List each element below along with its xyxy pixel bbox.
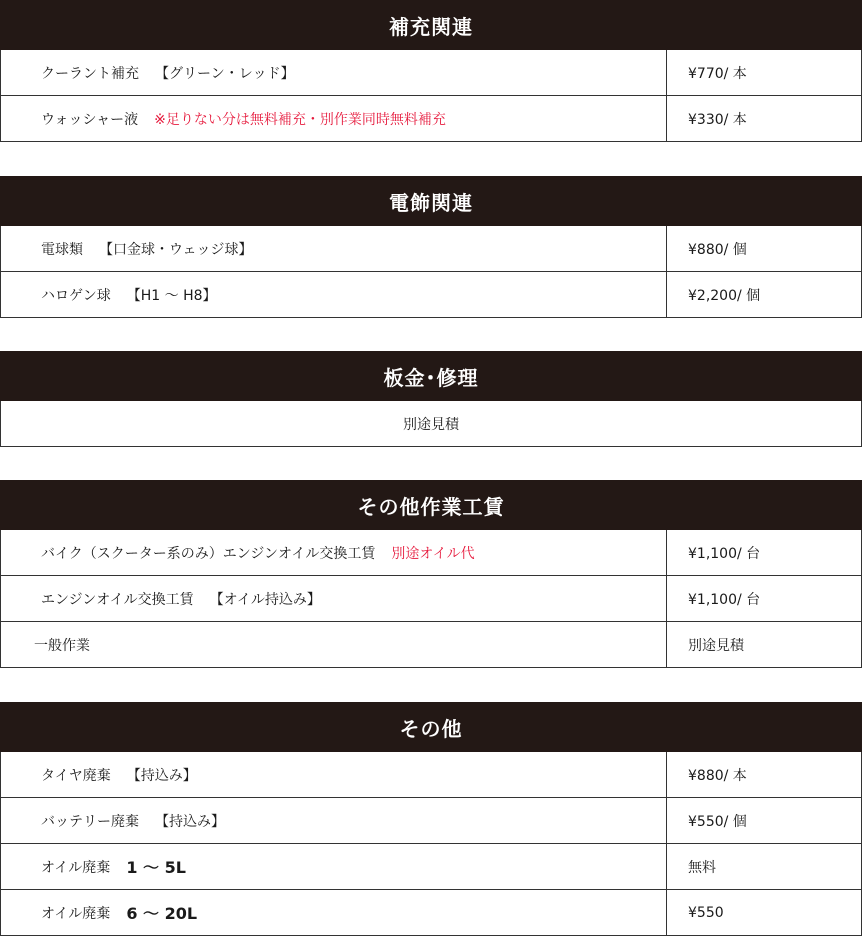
section-title: その他 (0, 702, 862, 752)
item-detail: 【H1 ～ H8】 (126, 287, 217, 304)
table-row (0, 96, 862, 142)
item-price: ¥550/ 個 (688, 813, 747, 830)
item-price: ¥880/ 本 (688, 767, 747, 784)
section-title: その他作業工賃 (0, 480, 862, 530)
table-row (0, 622, 862, 668)
item-price: ¥770/ 本 (688, 65, 747, 82)
item-name: バイク（スクーター系のみ）エンジンオイル交換工賃 (41, 545, 376, 562)
table-row (0, 844, 862, 890)
item-name: エンジンオイル交換工賃 (41, 591, 194, 608)
item-price: ¥550 (688, 904, 724, 921)
table-row (0, 50, 862, 96)
item-price: ¥2,200/ 個 (688, 287, 761, 304)
item-name: オイル廃棄 (41, 859, 111, 876)
item-detail: 【持込み】 (126, 767, 197, 784)
table-row (0, 226, 862, 272)
item-name: ウォッシャー液 (41, 111, 139, 128)
table-row (0, 890, 862, 936)
item-name-cell (1, 890, 667, 935)
item-quantity: 6 ～ 20L (126, 904, 198, 923)
item-name-cell (1, 622, 667, 667)
item-price: ¥880/ 個 (688, 241, 747, 258)
item-note: 別途オイル代 (391, 545, 475, 562)
section-title: 補充関連 (0, 0, 862, 50)
item-name: タイヤ廃棄 (41, 767, 111, 784)
item-name-cell (1, 96, 667, 141)
item-name: 電球類 (41, 241, 83, 258)
section-other (0, 702, 862, 936)
table-row (0, 401, 862, 447)
item-detail: 【グリーン・レッド】 (155, 65, 295, 82)
item-name: クーラント補充 (41, 65, 139, 82)
item-price: 別途見積 (688, 637, 744, 654)
section-labor (0, 480, 862, 668)
item-detail: 【オイル持込み】 (209, 591, 321, 608)
item-detail: 【口金球・ウェッジ球】 (99, 241, 253, 258)
item-name-cell (1, 752, 667, 797)
item-name-cell (1, 798, 667, 843)
item-name: オイル廃棄 (41, 905, 111, 922)
section-lighting (0, 176, 862, 318)
item-name-cell (1, 50, 667, 95)
table-row (0, 798, 862, 844)
item-price: ¥1,100/ 台 (688, 591, 761, 608)
item-name-cell (1, 530, 667, 575)
item-quantity: 1 ～ 5L (126, 858, 186, 877)
item-name-cell (1, 844, 667, 889)
item-detail: 【持込み】 (155, 813, 225, 830)
section-title: 板金･修理 (0, 351, 862, 401)
item-name-cell (1, 272, 667, 317)
section-supplement (0, 0, 862, 142)
item-name: ハロゲン球 (41, 287, 111, 304)
table-row (0, 752, 862, 798)
section-bodywork (0, 351, 862, 447)
item-estimate: 別途見積 (403, 416, 459, 433)
item-price: 無料 (688, 859, 716, 876)
table-row (0, 272, 862, 318)
item-name-cell (1, 576, 667, 621)
item-note: ※足りない分は無料補充・別作業同時無料補充 (154, 111, 446, 128)
item-name-cell (1, 226, 667, 271)
table-row (0, 576, 862, 622)
table-row (0, 530, 862, 576)
item-price: ¥330/ 本 (688, 111, 747, 128)
item-name: バッテリー廃棄 (41, 813, 139, 830)
item-name: 一般作業 (34, 637, 90, 654)
section-title: 電飾関連 (0, 176, 862, 226)
item-price: ¥1,100/ 台 (688, 545, 761, 562)
